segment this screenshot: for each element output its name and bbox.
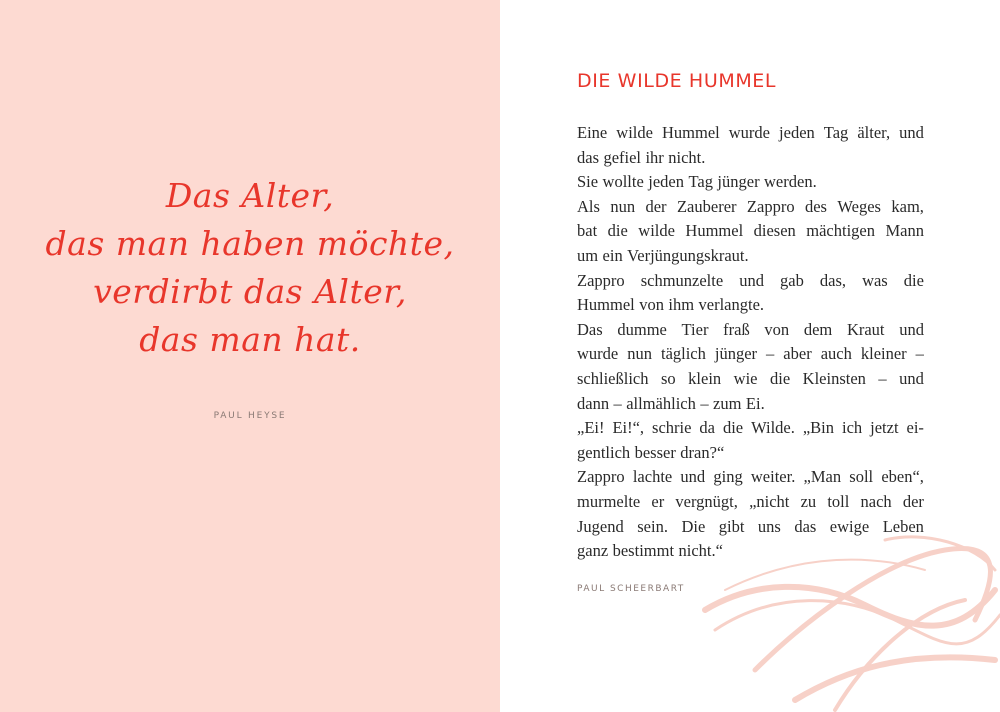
story-line: dann – allmählich – zum Ei. <box>577 393 765 413</box>
story-line: wurde nun täglich jünger – aber auch kleiner – <box>577 344 924 364</box>
story-line: Jugend sein. Die gibt uns das ewige Leben <box>577 516 924 536</box>
quote-line: Das Alter, <box>165 176 335 215</box>
story-line: Zappro lachte und ging weiter. „Man soll eben“, <box>577 467 924 487</box>
story-line: murmelte er vergnügt, „nicht zu toll nach der <box>577 491 924 511</box>
quote-line: verdirbt das Alter, <box>93 272 407 311</box>
story-line: Das dumme Tier fraß von dem Kraut und <box>577 319 924 339</box>
quote-line: das man haben möchte, <box>45 224 455 263</box>
story-author: PAUL SCHEERBART <box>577 584 685 594</box>
quote-line: das man hat. <box>139 320 361 359</box>
story-line: um ein Verjüngungskraut. <box>577 245 749 265</box>
story-line: gentlich besser dran?“ <box>577 442 725 462</box>
story-line: „Ei! Ei!“, schrie da die Wilde. „Bin ich jetzt ei- <box>577 418 924 438</box>
story-body <box>577 121 924 564</box>
story-title: DIE WILDE HUMMEL <box>577 70 777 92</box>
story-line: Als nun der Zauberer Zappro des Weges kam, <box>577 196 924 216</box>
story-line: Sie wollte jeden Tag jünger werden. <box>577 172 817 192</box>
story-line: ganz bestimmt nicht.“ <box>577 541 723 561</box>
story-line: das gefiel ihr nicht. <box>577 147 706 167</box>
story-line: schließlich so klein wie die Kleinsten – und <box>577 368 924 388</box>
story-line: bat die wilde Hummel diesen mächtigen Mann <box>577 221 924 241</box>
story-line: Eine wilde Hummel wurde jeden Tag älter, und <box>577 123 924 142</box>
story-line: Zappro schmunzelte und gab das, was die <box>577 270 924 290</box>
story-line: Hummel von ihm verlangte. <box>577 295 765 315</box>
quote-author: PAUL HEYSE <box>213 411 287 421</box>
right-page <box>500 0 1000 712</box>
quote <box>0 172 500 364</box>
